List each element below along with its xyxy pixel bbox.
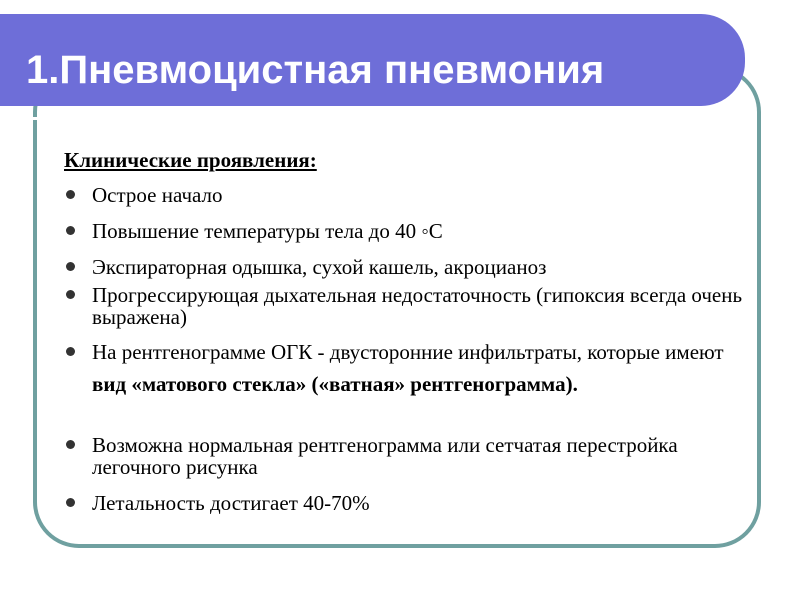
section-heading: Клинические проявления: (64, 148, 317, 172)
bullet-icon (66, 498, 75, 507)
bullet-icon (66, 440, 75, 449)
title-underline (24, 117, 707, 120)
bullet-icon (66, 190, 75, 199)
item-text: Возможна нормальная рентгенограмма или сетчатая перестройка легочного рисунка (92, 433, 678, 479)
list-item (92, 220, 752, 242)
bullet-icon (66, 226, 75, 235)
item-text: Летальность достигает 40-70% (92, 491, 370, 515)
list-item (92, 492, 752, 514)
bullet-icon (66, 262, 75, 271)
item-text: Острое начало (92, 183, 223, 207)
list-item (92, 284, 752, 328)
list-item (92, 434, 752, 478)
item-text: Прогрессирующая дыхательная недостаточность (гипоксия всегда очень выражена) (92, 283, 743, 329)
list-item (92, 256, 752, 278)
bullet-icon (66, 290, 75, 299)
item-text: На рентгенограмме ОГК - двусторонние инфильтраты, которые имеют (92, 340, 724, 364)
slide-title: 1.Пневмоцистная пневмония (26, 48, 605, 92)
item-text: Экспираторная одышка, сухой кашель, акроцианоз (92, 255, 547, 279)
bullet-icon (66, 347, 75, 356)
list-item (92, 336, 752, 400)
title-bar (0, 14, 745, 106)
item-text-bold: вид «матового стекла» («ватная» рентгенограмма). (92, 372, 578, 396)
item-text: Повышение температуры тела до 40 ◦С (92, 219, 443, 243)
list-item (92, 184, 752, 206)
